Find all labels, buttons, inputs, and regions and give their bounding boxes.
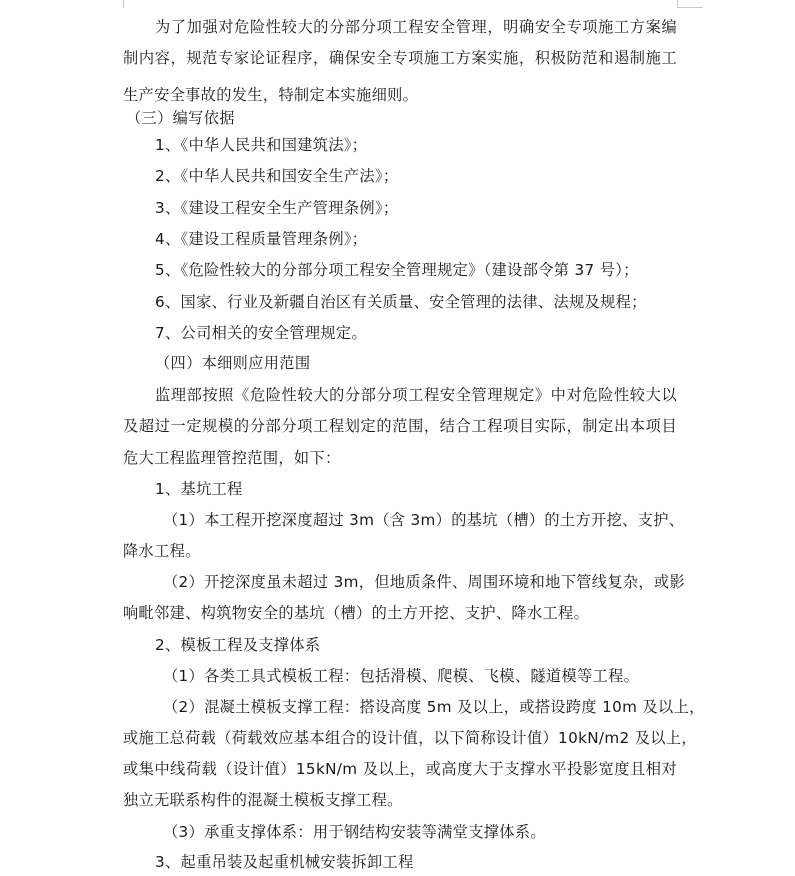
intro-line-1: 为了加强对危险性较大的分部分项工程安全管理，明确安全专项施工方案编 [155,18,677,36]
subsection-1-p2-line-1: （2）开挖深度虽未超过 3m，但地质条件、周围环境和地下管线复杂，或影 [163,573,686,591]
intro-line-2: 制内容，规范专家论证程序，确保安全专项施工方案实施，积极防范和遏制施工 [123,49,677,67]
crop-mark-top-right-horizontal [677,7,703,8]
subsection-2-p1-line-1: （1）各类工具式模板工程：包括滑模、爬模、飞模、隧道模等工程。 [163,667,640,685]
reference-item-3: 3、《建设工程安全生产管理条例》； [155,199,399,217]
subsection-2-p3-line-1: （3）承重支撑体系：用于钢结构安装等满堂支撑体系。 [163,823,546,841]
scope-intro-line-2: 及超过一定规模的分部分项工程划定的范围，结合工程项目实际，制定出本项目 [123,417,677,435]
reference-item-7: 7、公司相关的安全管理规定。 [155,324,368,342]
subsection-1-title: 1、基坑工程 [155,480,243,498]
subsection-2-title: 2、模板工程及支撑体系 [155,636,321,654]
intro-line-3: 生产安全事故的发生，特制定本实施细则。 [123,86,419,104]
scope-intro-line-3: 危大工程监理管控范围，如下： [123,449,341,467]
subsection-1-p1-line-1: （1）本工程开挖深度超过 3m（含 3m）的基坑（槽）的土方开挖、支护、 [163,511,685,529]
reference-item-5: 5、《危险性较大的分部分项工程安全管理规定》（建设部令第 37 号）； [155,261,639,279]
reference-item-6: 6、国家、行业及新疆自治区有关质量、安全管理的法律、法规及规程； [155,293,647,311]
subsection-3-title: 3、起重吊装及起重机械安装拆卸工程 [155,853,414,871]
subsection-1-p1-line-2: 降水工程。 [123,542,201,560]
subsection-1-p2-line-2: 响毗邻建、构筑物安全的基坑（槽）的土方开挖、支护、降水工程。 [123,604,590,622]
scope-intro-line-1: 监理部按照《危险性较大的分部分项工程安全管理规定》中对危险性较大以 [155,386,677,404]
reference-item-1: 1、《中华人民共和国建筑法》； [155,136,368,154]
reference-item-2: 2、《中华人民共和国安全生产法》； [155,167,399,185]
subsection-2-p2-line-4: 独立无联系构件的混凝土模板支撑工程。 [123,791,403,809]
reference-item-4: 4、《建设工程质量管理条例》； [155,230,368,248]
subsection-2-p2-line-3: 或集中线荷载（设计值）15kN/m 及以上，或高度大于支撑水平投影宽度且相对 [123,760,677,778]
crop-mark-top-left [123,0,124,8]
subsection-2-p2-line-2: 或施工总荷载（荷载效应基本组合的设计值，以下简称设计值）10kN/m2 及以上， [123,729,697,747]
section-4-heading: （四）本细则应用范围 [155,354,311,372]
subsection-2-p2-line-1: （2）混凝土模板支撑工程：搭设高度 5m 及以上，或搭设跨度 10m 及以上， [163,698,705,716]
section-3-heading: （三）编写依据 [126,109,235,127]
